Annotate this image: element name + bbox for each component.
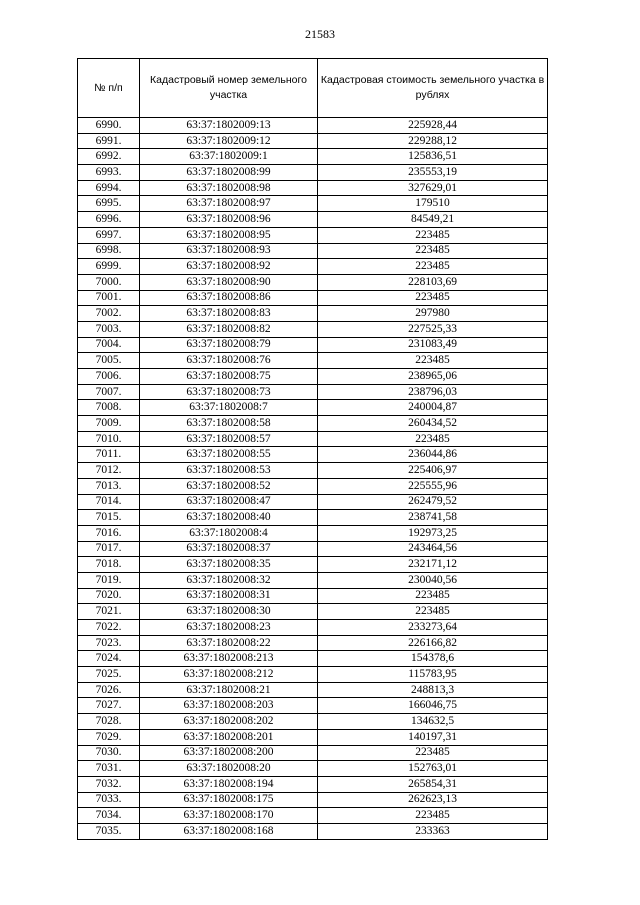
row-number: 7016. [78, 525, 140, 541]
table-row [78, 745, 548, 761]
header-cadastral-value: Кадастровая стоимость земельного участка в рублях [318, 59, 548, 118]
table-row [78, 572, 548, 588]
row-number: 7030. [78, 745, 140, 761]
cadastral-number: 63:37:1802008:86 [140, 290, 318, 306]
row-number: 7024. [78, 651, 140, 667]
table-row [78, 259, 548, 275]
cadastral-number: 63:37:1802008:47 [140, 494, 318, 510]
row-number: 7032. [78, 776, 140, 792]
cadastral-number: 63:37:1802008:57 [140, 431, 318, 447]
row-number: 7007. [78, 384, 140, 400]
row-number: 6996. [78, 212, 140, 228]
cadastral-number: 63:37:1802009:12 [140, 133, 318, 149]
cadastral-number: 63:37:1802008:73 [140, 384, 318, 400]
table-row [78, 714, 548, 730]
cadastral-number: 63:37:1802008:40 [140, 510, 318, 526]
row-number: 7004. [78, 337, 140, 353]
cadastral-value: 140197,31 [318, 729, 548, 745]
cadastral-number: 63:37:1802009:1 [140, 149, 318, 165]
cadastral-number: 63:37:1802008:213 [140, 651, 318, 667]
cadastral-number: 63:37:1802008:202 [140, 714, 318, 730]
table-row [78, 306, 548, 322]
cadastral-value: 248813,3 [318, 682, 548, 698]
cadastral-value: 223485 [318, 808, 548, 824]
cadastral-value: 238965,06 [318, 369, 548, 385]
cadastral-number: 63:37:1802008:52 [140, 478, 318, 494]
cadastral-number: 63:37:1802008:212 [140, 667, 318, 683]
row-number: 6992. [78, 149, 140, 165]
row-number: 7005. [78, 353, 140, 369]
table-row [78, 667, 548, 683]
cadastral-value: 238741,58 [318, 510, 548, 526]
table-row [78, 416, 548, 432]
cadastral-value: 225555,96 [318, 478, 548, 494]
table-row [78, 337, 548, 353]
row-number: 7017. [78, 541, 140, 557]
cadastral-value: 223485 [318, 243, 548, 259]
cadastral-value: 115783,95 [318, 667, 548, 683]
table-row [78, 792, 548, 808]
cadastral-value: 230040,56 [318, 572, 548, 588]
cadastral-value: 235553,19 [318, 165, 548, 181]
cadastral-number: 63:37:1802008:92 [140, 259, 318, 275]
row-number: 7012. [78, 463, 140, 479]
cadastral-value: 226166,82 [318, 635, 548, 651]
cadastral-value: 223485 [318, 227, 548, 243]
cadastral-number: 63:37:1802008:98 [140, 180, 318, 196]
table-row [78, 353, 548, 369]
cadastral-value: 262479,52 [318, 494, 548, 510]
row-number: 7034. [78, 808, 140, 824]
cadastral-number: 63:37:1802008:175 [140, 792, 318, 808]
cadastral-number: 63:37:1802008:75 [140, 369, 318, 385]
cadastral-number: 63:37:1802008:35 [140, 557, 318, 573]
table-row [78, 494, 548, 510]
row-number: 7022. [78, 620, 140, 636]
table-row [78, 525, 548, 541]
table-row [78, 698, 548, 714]
table-row [78, 761, 548, 777]
table-row [78, 133, 548, 149]
row-number: 7013. [78, 478, 140, 494]
table-row [78, 321, 548, 337]
table-row [78, 478, 548, 494]
cadastral-value: 223485 [318, 588, 548, 604]
table-row [78, 463, 548, 479]
page-number: 21583 [305, 27, 335, 41]
cadastral-value: 228103,69 [318, 274, 548, 290]
row-number: 6999. [78, 259, 140, 275]
cadastral-number: 63:37:1802008:82 [140, 321, 318, 337]
table-row [78, 823, 548, 839]
cadastral-number: 63:37:1802008:99 [140, 165, 318, 181]
cadastral-number: 63:37:1802008:4 [140, 525, 318, 541]
row-number: 7023. [78, 635, 140, 651]
cadastral-value: 84549,21 [318, 212, 548, 228]
cadastral-number: 63:37:1802008:30 [140, 604, 318, 620]
row-number: 6991. [78, 133, 140, 149]
header-row [78, 59, 548, 118]
cadastral-value: 240004,87 [318, 400, 548, 416]
row-number: 7003. [78, 321, 140, 337]
row-number: 7008. [78, 400, 140, 416]
row-number: 6998. [78, 243, 140, 259]
cadastral-number: 63:37:1802008:201 [140, 729, 318, 745]
cadastral-value: 192973,25 [318, 525, 548, 541]
row-number: 6994. [78, 180, 140, 196]
cadastral-value: 233273,64 [318, 620, 548, 636]
table-row [78, 808, 548, 824]
row-number: 7029. [78, 729, 140, 745]
row-number: 7019. [78, 572, 140, 588]
table-row [78, 776, 548, 792]
cadastral-number: 63:37:1802008:97 [140, 196, 318, 212]
cadastral-number: 63:37:1802008:170 [140, 808, 318, 824]
header-cadastral-number: Кадастровый номер земельного участка [140, 59, 318, 118]
row-number: 7021. [78, 604, 140, 620]
cadastral-number: 63:37:1802008:37 [140, 541, 318, 557]
row-number: 7031. [78, 761, 140, 777]
cadastral-number: 63:37:1802008:58 [140, 416, 318, 432]
table-row [78, 180, 548, 196]
cadastral-number: 63:37:1802008:23 [140, 620, 318, 636]
cadastral-number: 63:37:1802008:95 [140, 227, 318, 243]
cadastral-value: 179510 [318, 196, 548, 212]
cadastral-number: 63:37:1802008:22 [140, 635, 318, 651]
table-row [78, 635, 548, 651]
row-number: 7027. [78, 698, 140, 714]
row-number: 7006. [78, 369, 140, 385]
cadastral-number: 63:37:1802008:76 [140, 353, 318, 369]
cadastral-value: 232171,12 [318, 557, 548, 573]
row-number: 7025. [78, 667, 140, 683]
table-row [78, 384, 548, 400]
row-number: 7010. [78, 431, 140, 447]
cadastral-number: 63:37:1802008:203 [140, 698, 318, 714]
row-number: 7015. [78, 510, 140, 526]
row-number: 7018. [78, 557, 140, 573]
row-number: 7026. [78, 682, 140, 698]
cadastral-value: 233363 [318, 823, 548, 839]
cadastral-number: 63:37:1802008:90 [140, 274, 318, 290]
row-number: 7009. [78, 416, 140, 432]
cadastral-number: 63:37:1802008:55 [140, 447, 318, 463]
cadastral-number: 63:37:1802009:13 [140, 118, 318, 134]
cadastral-value: 265854,31 [318, 776, 548, 792]
table-row [78, 431, 548, 447]
cadastral-number: 63:37:1802008:79 [140, 337, 318, 353]
cadastral-number: 63:37:1802008:83 [140, 306, 318, 322]
row-number: 7020. [78, 588, 140, 604]
cadastral-value: 227525,33 [318, 321, 548, 337]
table-row [78, 682, 548, 698]
row-number: 7001. [78, 290, 140, 306]
header-num: № п/п [78, 59, 140, 118]
table-row [78, 588, 548, 604]
table-row [78, 243, 548, 259]
table-row [78, 541, 548, 557]
row-number: 7014. [78, 494, 140, 510]
row-number: 7002. [78, 306, 140, 322]
cadastral-value: 225928,44 [318, 118, 548, 134]
row-number: 6995. [78, 196, 140, 212]
row-number: 6993. [78, 165, 140, 181]
cadastral-number: 63:37:1802008:32 [140, 572, 318, 588]
table-row [78, 400, 548, 416]
table-row [78, 227, 548, 243]
table-row [78, 165, 548, 181]
cadastral-value: 223485 [318, 290, 548, 306]
cadastral-number: 63:37:1802008:200 [140, 745, 318, 761]
cadastral-value: 231083,49 [318, 337, 548, 353]
cadastral-number: 63:37:1802008:194 [140, 776, 318, 792]
cadastral-value: 134632,5 [318, 714, 548, 730]
row-number: 7028. [78, 714, 140, 730]
cadastral-number: 63:37:1802008:31 [140, 588, 318, 604]
cadastral-value: 236044,86 [318, 447, 548, 463]
cadastral-value: 152763,01 [318, 761, 548, 777]
cadastral-value: 260434,52 [318, 416, 548, 432]
table-row [78, 149, 548, 165]
table-row [78, 212, 548, 228]
cadastral-value: 223485 [318, 353, 548, 369]
table-row [78, 510, 548, 526]
table-row [78, 447, 548, 463]
row-number: 6997. [78, 227, 140, 243]
cadastral-number: 63:37:1802008:93 [140, 243, 318, 259]
cadastral-number: 63:37:1802008:20 [140, 761, 318, 777]
row-number: 7033. [78, 792, 140, 808]
cadastral-value: 262623,13 [318, 792, 548, 808]
cadastral-value: 223485 [318, 604, 548, 620]
row-number: 6990. [78, 118, 140, 134]
cadastral-value: 223485 [318, 745, 548, 761]
table-row [78, 651, 548, 667]
cadastral-value: 243464,56 [318, 541, 548, 557]
table-row [78, 118, 548, 134]
table-row [78, 729, 548, 745]
row-number: 7000. [78, 274, 140, 290]
cadastral-value: 327629,01 [318, 180, 548, 196]
table-row [78, 274, 548, 290]
table-row [78, 557, 548, 573]
cadastral-value-table [77, 58, 548, 840]
cadastral-value: 229288,12 [318, 133, 548, 149]
table-header [78, 59, 548, 118]
cadastral-number: 63:37:1802008:53 [140, 463, 318, 479]
cadastral-value: 225406,97 [318, 463, 548, 479]
row-number: 7011. [78, 447, 140, 463]
cadastral-number: 63:37:1802008:168 [140, 823, 318, 839]
table-body [78, 118, 548, 840]
table-row [78, 604, 548, 620]
cadastral-value: 238796,03 [318, 384, 548, 400]
table-row [78, 620, 548, 636]
cadastral-value: 297980 [318, 306, 548, 322]
cadastral-number: 63:37:1802008:21 [140, 682, 318, 698]
cadastral-number: 63:37:1802008:7 [140, 400, 318, 416]
cadastral-value: 223485 [318, 259, 548, 275]
cadastral-value: 223485 [318, 431, 548, 447]
cadastral-value: 125836,51 [318, 149, 548, 165]
cadastral-number: 63:37:1802008:96 [140, 212, 318, 228]
cadastral-value: 154378,6 [318, 651, 548, 667]
table-row [78, 196, 548, 212]
table-row [78, 369, 548, 385]
table-row [78, 290, 548, 306]
cadastral-value: 166046,75 [318, 698, 548, 714]
row-number: 7035. [78, 823, 140, 839]
